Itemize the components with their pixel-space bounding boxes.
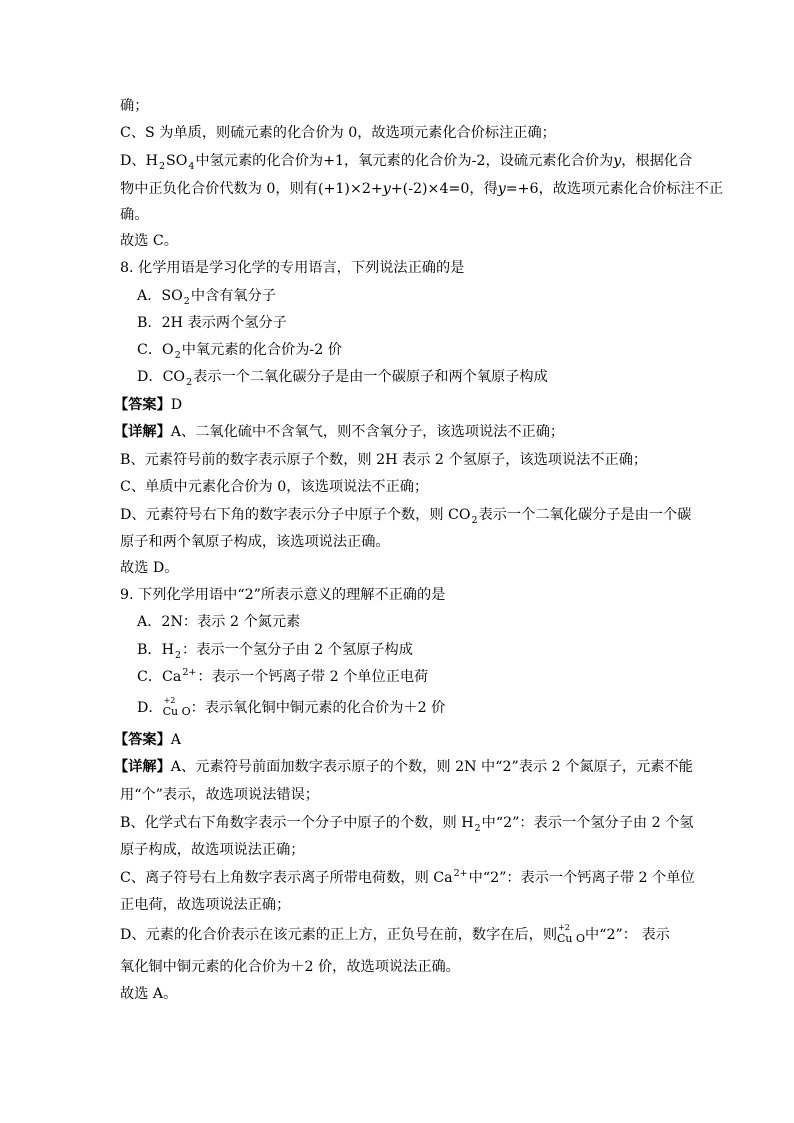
q9-title: 9. 下列化学用语中“2”所表示意义的理解不正确的是 <box>120 587 446 603</box>
q8-option-d: D．$CO_2$表示一个二氧化碳分子是由一个碳原子和两个氧原子构成 <box>137 369 548 388</box>
q9-answer: 【答案】A <box>114 732 182 748</box>
q9-detail-b-line1: B、化学式右下角数字表示一个分子中原子的个数，则 $H_2$中“2”：表示一个氢分子由 2 个氢 <box>120 815 694 834</box>
q8-detail-c: C、单质中元素化合价为 0，该选项说法不正确； <box>120 479 429 495</box>
q8-option-a: A．$SO_2$中含有氧分子 <box>137 288 276 307</box>
q9-option-d: D． +2 $_{Cu O}$：表示氧化铜中铜元素的化合价为＋2 价 <box>137 696 446 718</box>
q8-detail-a: 【详解】A、二氧化硫中不含氧气，则不含氧分子，该选项说法不正确； <box>114 424 565 440</box>
q9-detail-a-line1: 【详解】A、元素符号前面加数字表示原子的个数，则 2N 中“2”表示 2 个氮原子，元素不能 <box>114 759 693 775</box>
q9-detail-d-line1: D、元素的化合价表示在该元素的正上方，正负号在前，数字在后，则 +2 $_{Cu O}$中“2”： 表示 <box>120 923 670 945</box>
prev-conclusion: 故选 C。 <box>120 233 178 249</box>
q8-answer: 【答案】D <box>114 397 183 413</box>
q9-conclusion: 故选 A。 <box>120 986 178 1002</box>
valence-cuo-formula: +2 $_{Cu O}$ <box>162 696 191 718</box>
prev-option-d-line1: D、$H_2SO_4$中氢元素的化合价为+1，氧元素的化合价为-2，设硫元素化合价为y，根据化合 <box>120 153 693 172</box>
q8-option-b: B．2H 表示两个氢分子 <box>137 315 287 331</box>
q9-detail-d-line2: 氧化铜中铜元素的化合价为＋2 价，故选项说法正确。 <box>120 959 460 975</box>
prev-line-end: 确； <box>120 98 149 114</box>
q9-option-b: B．$H_2$：表示一个氢分子由 2 个氢原子构成 <box>137 642 413 661</box>
prev-option-d-line3: 确。 <box>120 207 149 223</box>
q9-detail-a-line2: 用“个”表示，故选项说法错误； <box>120 787 319 803</box>
q9-detail-c-line2: 正电荷，故选项说法正确； <box>120 897 291 913</box>
q9-option-c: C．$Ca^{2+}$：表示一个钙离子带 2 个单位正电荷 <box>137 667 429 685</box>
q8-conclusion: 故选 D。 <box>120 560 179 576</box>
q8-detail-d-line2: 原子和两个氧原子构成，该选项说法正确。 <box>120 534 390 550</box>
q9-detail-c-line1: C、离子符号右上角数字表示离子所带电荷数，则 $Ca^{2+}$中“2”：表示一个钙离子带 2 个单位 <box>120 868 695 886</box>
prev-option-d-line2: 物中正负化合价代数为 0，则有(+1)×2+y+(-2)×4=0，得y=+6，故选项元素化合价标注不正 <box>120 181 724 197</box>
q8-detail-d-line1: D、元素符号右下角的数字表示分子中原子个数，则 $CO_2$表示一个二氧化碳分子是由一个碳 <box>120 507 692 526</box>
q8-detail-b: B、元素符号前的数字表示原子个数，则 2H 表示 2 个氢原子，该选项说法不正确； <box>120 452 648 468</box>
q8-title: 8. 化学用语是学习化学的专用语言，下列说法正确的是 <box>120 260 465 276</box>
q9-option-a: A．2N：表示 2 个氮元素 <box>137 614 301 630</box>
q9-detail-b-line2: 原子构成，故选项说法正确； <box>120 842 305 858</box>
valence-cuo-formula-inline: +2 $_{Cu O}$ <box>557 923 586 945</box>
q8-option-c: C．$O_2$中氧元素的化合价为-2 价 <box>137 342 342 361</box>
prev-option-c: C、S 为单质，则硫元素的化合价为 0，故选项元素化合价标注正确； <box>120 125 556 141</box>
